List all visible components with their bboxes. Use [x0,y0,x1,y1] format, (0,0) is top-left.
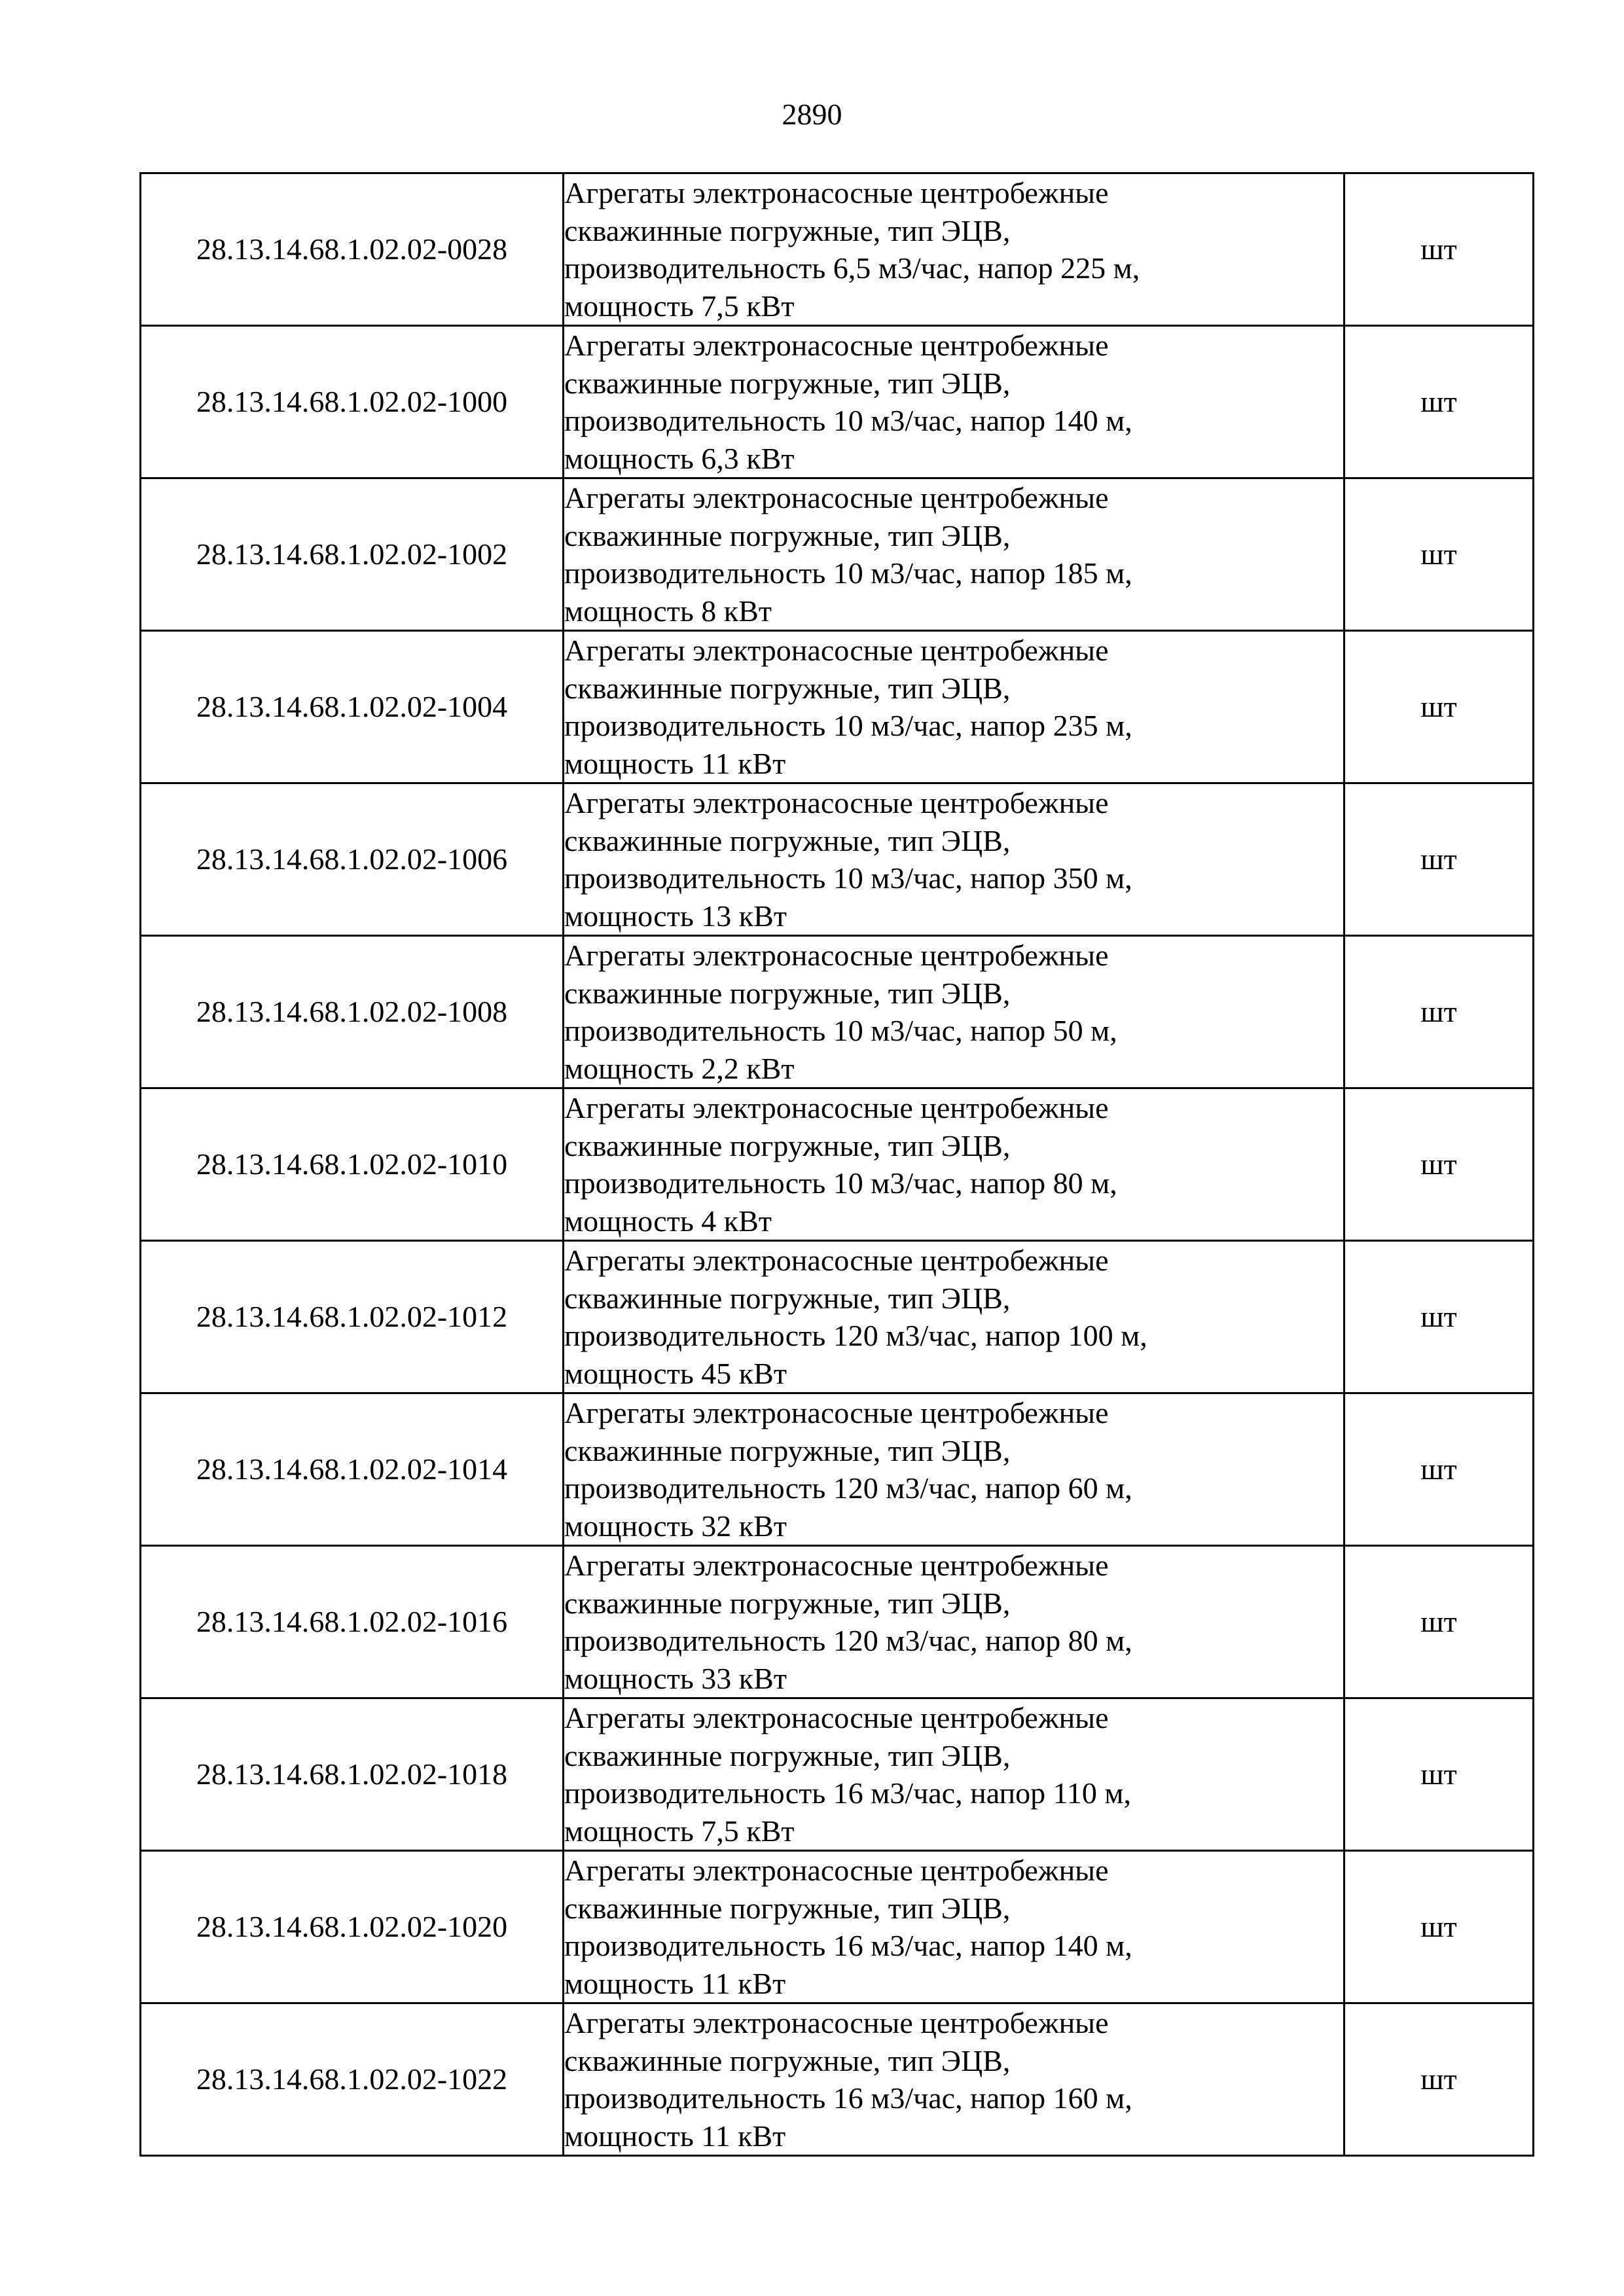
unit-cell: шт [1344,326,1534,478]
resource-name-line: Агрегаты электронасосные центробежные [564,2006,1109,2039]
page-number: 2890 [782,98,842,131]
resource-name-line: скважинные погружные, тип ЭЦВ, [564,1738,1011,1772]
resource-name-line: производительность 16 м3/час, напор 160 м, [564,2081,1132,2115]
resource-name-line: мощность 11 кВт [564,2119,786,2153]
resource-name-line: Агрегаты электронасосные центробежные [564,634,1109,667]
resource-name-line: скважинные погружные, тип ЭЦВ, [564,2043,1011,2077]
resource-name-line: производительность 10 м3/час, напор 235 м, [564,709,1132,742]
resource-name-line: скважинные погружные, тип ЭЦВ, [564,1433,1011,1467]
resource-name-line: производительность 10 м3/час, напор 185 м, [564,556,1132,590]
resource-code-cell: 28.13.14.68.1.02.02-1020 [141,1851,564,2003]
resource-name-line: Агрегаты электронасосные центробежные [564,1396,1109,1429]
resource-name-line: мощность 11 кВт [564,746,786,780]
unit-cell: шт [1344,1698,1534,1851]
unit-cell: шт [1344,1393,1534,1546]
resource-name-line: производительность 10 м3/час, напор 350 м, [564,861,1132,895]
table-row [141,1241,1534,1393]
resource-code-cell: 28.13.14.68.1.02.02-1010 [141,1088,564,1241]
resource-name-line: скважинные погружные, тип ЭЦВ, [564,1128,1011,1162]
unit-cell: шт [1344,631,1534,783]
unit-cell: шт [1344,478,1534,631]
resource-name-line: скважинные погружные, тип ЭЦВ, [564,823,1011,857]
resource-name-line: скважинные погружные, тип ЭЦВ, [564,1586,1011,1620]
resource-name-line: Агрегаты электронасосные центробежные [564,1091,1109,1124]
resource-name-line: производительность 120 м3/час, напор 100 м, [564,1319,1147,1352]
resource-name-line: мощность 7,5 кВт [564,1814,795,1848]
table-row [141,1851,1534,2003]
resource-name-cell [564,783,1344,936]
resource-name-line: скважинные погружные, тип ЭЦВ, [564,671,1011,705]
resource-code-cell: 28.13.14.68.1.02.02-1000 [141,326,564,478]
unit-cell: шт [1344,936,1534,1088]
resource-name-line: производительность 16 м3/час, напор 140 м, [564,1929,1132,1962]
resource-name-line: скважинные погружные, тип ЭЦВ, [564,366,1011,400]
resource-name-line: Агрегаты электронасосные центробежные [564,1854,1109,1887]
resource-code-cell: 28.13.14.68.1.02.02-1012 [141,1241,564,1393]
resource-name-cell [564,1851,1344,2003]
table-row [141,783,1534,936]
resource-name-line: производительность 10 м3/час, напор 80 м, [564,1166,1117,1200]
resource-name-line: Агрегаты электронасосные центробежные [564,329,1109,362]
resource-name-cell [564,326,1344,478]
resource-name-line: производительность 10 м3/час, напор 50 м, [564,1014,1117,1047]
resource-name-line: Агрегаты электронасосные центробежные [564,1244,1109,1277]
resource-name-line: мощность 32 кВт [564,1509,787,1543]
resource-name-line: мощность 6,3 кВт [564,441,795,475]
resource-name-line: мощность 8 кВт [564,594,772,628]
resource-code-cell: 28.13.14.68.1.02.02-1018 [141,1698,564,1851]
resource-name-cell [564,173,1344,326]
resource-table-body [141,173,1534,2156]
resource-name-line: Агрегаты электронасосные центробежные [564,1701,1109,1734]
resource-name-cell [564,1088,1344,1241]
resource-name-line: скважинные погружные, тип ЭЦВ, [564,1281,1011,1315]
resource-name-line: мощность 45 кВт [564,1356,787,1390]
resource-code-cell: 28.13.14.68.1.02.02-0028 [141,173,564,326]
resource-name-cell [564,936,1344,1088]
table-row [141,478,1534,631]
resource-name-cell [564,1393,1344,1546]
resource-name-line: скважинные погружные, тип ЭЦВ, [564,213,1011,247]
unit-cell: шт [1344,1241,1534,1393]
unit-cell: шт [1344,1088,1534,1241]
resource-name-cell [564,1241,1344,1393]
table-row [141,326,1534,478]
resource-name-line: мощность 4 кВт [564,1204,772,1238]
resource-name-line: Агрегаты электронасосные центробежные [564,939,1109,972]
resource-code-cell: 28.13.14.68.1.02.02-1022 [141,2003,564,2156]
unit-cell: шт [1344,783,1534,936]
table-row [141,936,1534,1088]
resource-code-cell: 28.13.14.68.1.02.02-1004 [141,631,564,783]
resource-code-cell: 28.13.14.68.1.02.02-1006 [141,783,564,936]
unit-cell: шт [1344,1851,1534,2003]
resource-name-line: скважинные погружные, тип ЭЦВ, [564,1891,1011,1925]
resource-name-line: мощность 11 кВт [564,1966,786,2000]
table-row [141,1698,1534,1851]
unit-cell: шт [1344,2003,1534,2156]
table-row [141,631,1534,783]
resource-name-cell [564,2003,1344,2156]
resource-name-line: мощность 2,2 кВт [564,1051,795,1085]
resource-name-line: производительность 120 м3/час, напор 60 м, [564,1471,1132,1505]
resource-name-line: производительность 120 м3/час, напор 80 м, [564,1624,1132,1657]
table-row [141,173,1534,326]
resource-name-line: производительность 6,5 м3/час, напор 225 м, [564,251,1140,285]
resource-name-line: скважинные погружные, тип ЭЦВ, [564,976,1011,1010]
resource-name-line: скважинные погружные, тип ЭЦВ, [564,518,1011,552]
resource-name-line: Агрегаты электронасосные центробежные [564,481,1109,514]
resource-name-line: мощность 13 кВт [564,899,787,933]
resource-name-cell [564,478,1344,631]
resource-code-cell: 28.13.14.68.1.02.02-1016 [141,1546,564,1698]
table-row [141,1393,1534,1546]
resource-code-cell: 28.13.14.68.1.02.02-1014 [141,1393,564,1546]
resource-name-cell [564,631,1344,783]
resource-name-line: Агрегаты электронасосные центробежные [564,176,1109,209]
table-row [141,1088,1534,1241]
resource-table [139,172,1534,2157]
unit-cell: шт [1344,1546,1534,1698]
resource-name-cell [564,1698,1344,1851]
resource-code-cell: 28.13.14.68.1.02.02-1008 [141,936,564,1088]
resource-code-cell: 28.13.14.68.1.02.02-1002 [141,478,564,631]
resource-name-line: производительность 16 м3/час, напор 110 м, [564,1776,1132,1810]
unit-cell: шт [1344,173,1534,326]
table-row [141,1546,1534,1698]
table-row [141,2003,1534,2156]
resource-name-line: мощность 33 кВт [564,1661,787,1695]
resource-name-line: Агрегаты электронасосные центробежные [564,1549,1109,1582]
resource-name-line: мощность 7,5 кВт [564,289,795,323]
resource-name-cell [564,1546,1344,1698]
resource-name-line: Агрегаты электронасосные центробежные [564,786,1109,819]
resource-name-line: производительность 10 м3/час, напор 140 м, [564,404,1132,437]
